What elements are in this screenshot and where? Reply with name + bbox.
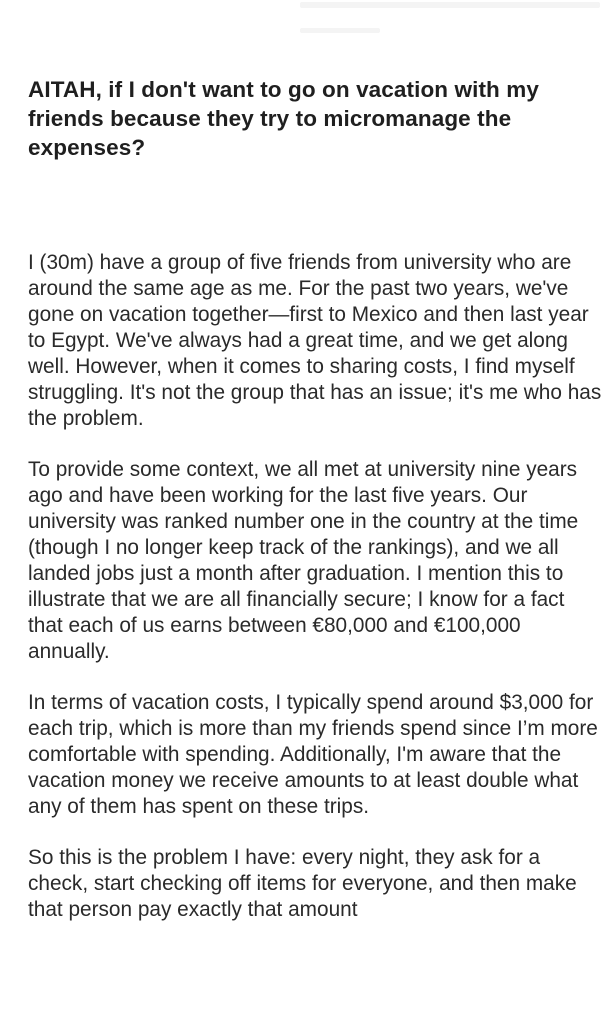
post-title: AITAH, if I don't want to go on vacation with my friends because they try to micromanage the expenses?: [28, 77, 539, 160]
post-paragraph: I (30m) have a group of five friends from university who are around the same age as me. For the past two years, we've gone on vacation together—first to Mexico and then last year to Egypt. We've always had a great time, and we get along well. However, when it comes to sharing costs, I find myself struggling. It's not the group that has an issue; it's me who has the problem.: [28, 251, 602, 430]
post-paragraph: To provide some context, we all met at university nine years ago and have been working for the last five years. Our university was ranked number one in the country at the time (though I no longer keep track of the rankings), and we all landed jobs just a month after graduation. I mention this to illustrate that we are all financially secure; I know for a fact that each of us earns between €80,000 and €100,000 annually.: [28, 458, 579, 663]
bottom-fade: [0, 1010, 608, 1024]
faded-header-line: [300, 2, 600, 8]
post-paragraph: In terms of vacation costs, I typically spend around $3,000 for each trip, which is more than my friends spend since I’m more comfortable with spending. Additionally, I'm aware that the vacation money we receive amounts to at least double what any of them has spent on these trips.: [28, 691, 598, 818]
post-body: [28, 250, 603, 948]
faded-header-area: [0, 0, 608, 40]
faded-header-line: [300, 28, 380, 33]
post-paragraph: So this is the problem I have: every night, they ask for a check, start checking off items for everyone, and then make that person pay exactly that amount: [28, 846, 577, 921]
